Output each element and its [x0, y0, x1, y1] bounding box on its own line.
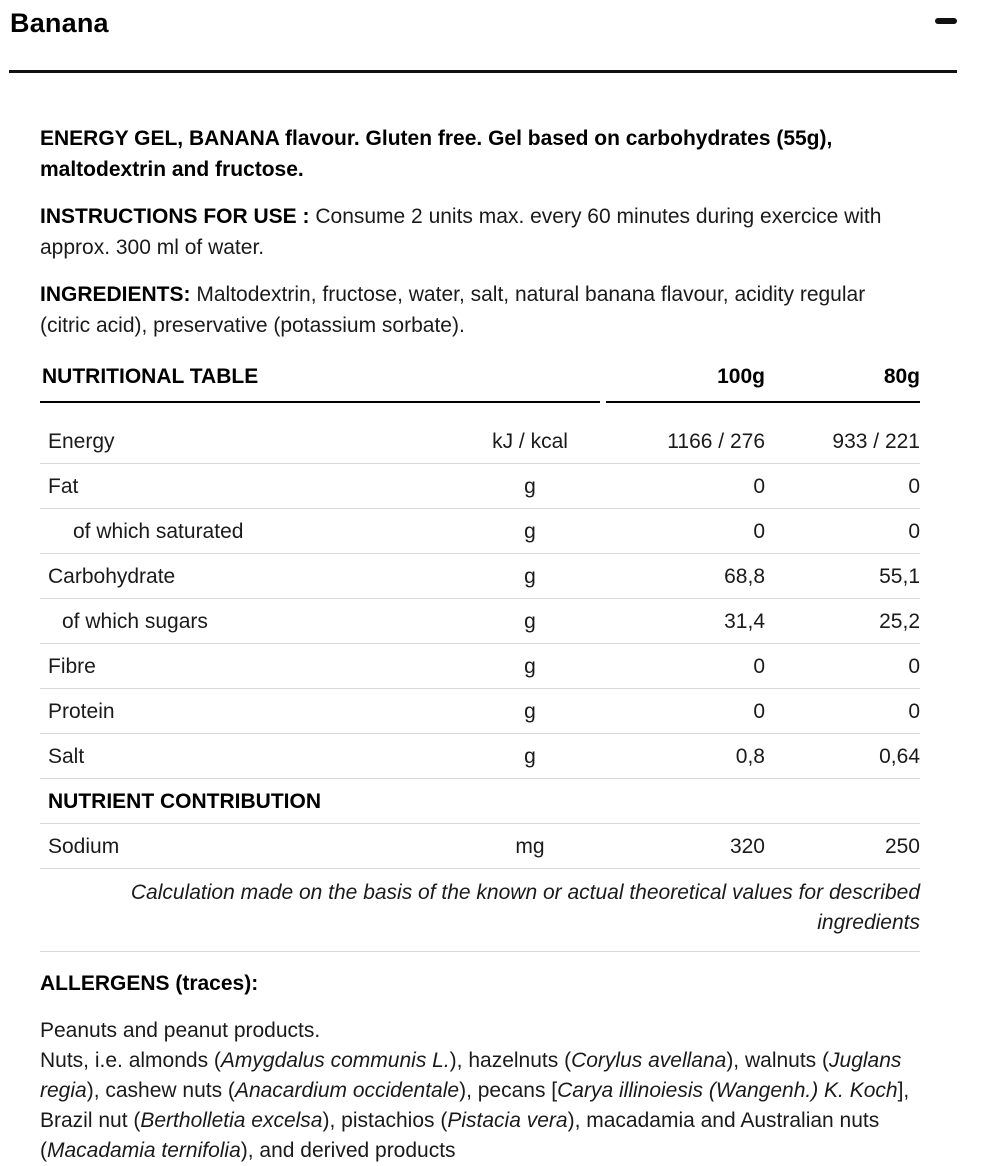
row-value-100g: 0 [753, 654, 765, 678]
nutrient-contribution-heading: NUTRIENT CONTRIBUTION [48, 789, 321, 813]
row-label: Fibre [48, 654, 96, 678]
instructions-text: Consume 2 units max. every 60 minutes during exercice with approx. 300 ml of water. [40, 205, 882, 259]
row-value-80g: 0,64 [879, 744, 920, 768]
product-description: ENERGY GEL, BANANA flavour. Gluten free. Gel based on carbohydrates (55g), maltodextrin and fructose. [40, 127, 833, 181]
row-value-100g: 320 [729, 834, 765, 858]
allergens-text [40, 1016, 920, 1166]
row-unit: g [524, 699, 536, 723]
row-value-80g: 0 [908, 699, 920, 723]
row-value-100g: 68,8 [724, 564, 765, 588]
row-value-80g: 0 [908, 474, 920, 498]
row-label: of which saturated [73, 519, 244, 543]
row-label: Sodium [48, 834, 120, 858]
row-unit: kJ / kcal [492, 429, 568, 453]
ingredients-text: Maltodextrin, fructose, water, salt, natural banana flavour, acidity regular (citric acid), preservative (potassium sorbate). [40, 283, 866, 337]
row-unit: g [524, 654, 536, 678]
instructions-paragraph [40, 201, 920, 263]
table-row-sugars [40, 599, 920, 644]
row-value-80g: 933 / 221 [832, 429, 920, 453]
row-value-100g: 1166 / 276 [667, 429, 765, 453]
row-label: Carbohydrate [48, 564, 176, 588]
nutritional-table-header [40, 357, 920, 403]
row-unit: g [524, 609, 536, 633]
allergens-intro-line: Peanuts and peanut products. [40, 1019, 321, 1042]
table-row-saturated [40, 509, 920, 554]
row-value-80g: 250 [884, 834, 920, 858]
table-row-salt [40, 734, 920, 779]
table-footnote: Calculation made on the basis of the known or actual theoretical values for described ingredients [40, 869, 920, 952]
row-value-100g: 0 [753, 474, 765, 498]
collapse-minus-icon[interactable] [935, 18, 957, 24]
row-value-100g: 0 [753, 699, 765, 723]
row-value-100g: 0 [753, 519, 765, 543]
ingredients-label: INGREDIENTS: [40, 283, 191, 306]
table-row-carbohydrate [40, 554, 920, 599]
row-value-100g: 0,8 [735, 744, 765, 768]
instructions-label: INSTRUCTIONS FOR USE : [40, 205, 310, 228]
table-row-fibre [40, 644, 920, 689]
ingredients-paragraph [40, 279, 920, 341]
allergens-heading: ALLERGENS (traces): [40, 972, 259, 995]
row-value-80g: 0 [908, 654, 920, 678]
table-title: NUTRITIONAL TABLE [42, 365, 259, 388]
allergens-nuts-sentence: Nuts, i.e. almonds (Amygdalus communis L.), hazelnuts (Corylus avellana), walnuts (Juglans regia), cashew nuts (Anacardium occidentale), pecans [Carya illinoiesis (Wangenh.) K. Koch], Brazil nut (Bertholletia excelsa), pistachios (Pistacia vera), macadamia and Australian nuts (Macadamia ternifolia), and derived products [40, 1049, 910, 1162]
table-title-cell [40, 361, 600, 403]
nutrient-contribution-heading-row [40, 779, 920, 824]
row-label: Protein [48, 699, 115, 723]
row-unit: g [524, 744, 536, 768]
row-unit: g [524, 474, 536, 498]
row-value-80g: 0 [908, 519, 920, 543]
column-header-80g: 80g [883, 365, 920, 388]
row-value-80g: 25,2 [879, 609, 920, 633]
table-row-sodium [40, 824, 920, 869]
product-details [0, 73, 990, 1166]
row-unit: g [524, 519, 536, 543]
nutritional-table [40, 357, 920, 952]
row-unit: g [524, 564, 536, 588]
accordion-header[interactable] [0, 0, 990, 56]
row-unit: mg [515, 834, 545, 858]
table-row-energy [40, 419, 920, 464]
column-header-100g: 100g [717, 365, 765, 388]
table-row-fat [40, 464, 920, 509]
row-label: Energy [48, 429, 115, 453]
row-value-100g: 31,4 [724, 609, 765, 633]
row-value-80g: 55,1 [879, 564, 920, 588]
row-label: of which sugars [62, 609, 208, 633]
accordion-title: Banana [10, 8, 109, 38]
table-row-protein [40, 689, 920, 734]
table-column-headers [606, 361, 920, 403]
row-label: Salt [48, 744, 85, 768]
row-label: Fat [48, 474, 79, 498]
